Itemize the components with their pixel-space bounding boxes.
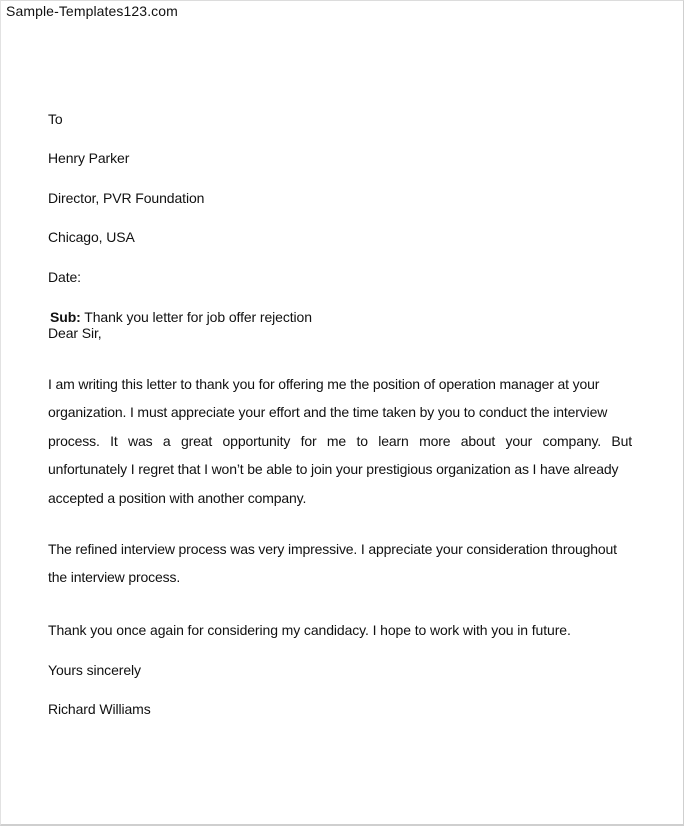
salutation: Dear Sir, xyxy=(48,325,102,341)
paragraph-1-line: unfortunately I regret that I won’t be able to join your prestigious organization as I have already xyxy=(48,461,619,478)
recipient-location: Chicago, USA xyxy=(48,229,135,245)
subject-label: Sub: xyxy=(50,309,81,325)
to-label: To xyxy=(48,111,63,127)
subject-line xyxy=(50,309,312,325)
date-label: Date: xyxy=(48,269,81,285)
paragraph-2 xyxy=(48,535,632,592)
paragraph-1-line: I am writing this letter to thank you for offering me the position of operation manager at your xyxy=(48,376,600,392)
paragraph-1-line: process. It was a great opportunity for me to learn more about your company. But xyxy=(48,432,632,449)
recipient-name: Henry Parker xyxy=(48,150,130,166)
paragraph-2-line: The refined interview process was very impressive. I appreciate your consideration throughout xyxy=(48,541,617,557)
signature: Richard Williams xyxy=(48,701,151,717)
recipient-title: Director, PVR Foundation xyxy=(48,190,205,206)
paragraph-3: Thank you once again for considering my candidacy. I hope to work with you in future. xyxy=(48,622,571,638)
closing: Yours sincerely xyxy=(48,662,141,678)
paragraph-1 xyxy=(48,370,632,512)
paragraph-1-line: organization. I must appreciate your effort and the time taken by you to conduct the interview xyxy=(48,404,608,421)
watermark: Sample-Templates123.com xyxy=(6,3,178,19)
paragraph-1-line: accepted a position with another company. xyxy=(48,489,307,506)
paragraph-2-line: the interview process. xyxy=(48,569,181,586)
subject-text: Thank you letter for job offer rejection xyxy=(84,309,312,325)
